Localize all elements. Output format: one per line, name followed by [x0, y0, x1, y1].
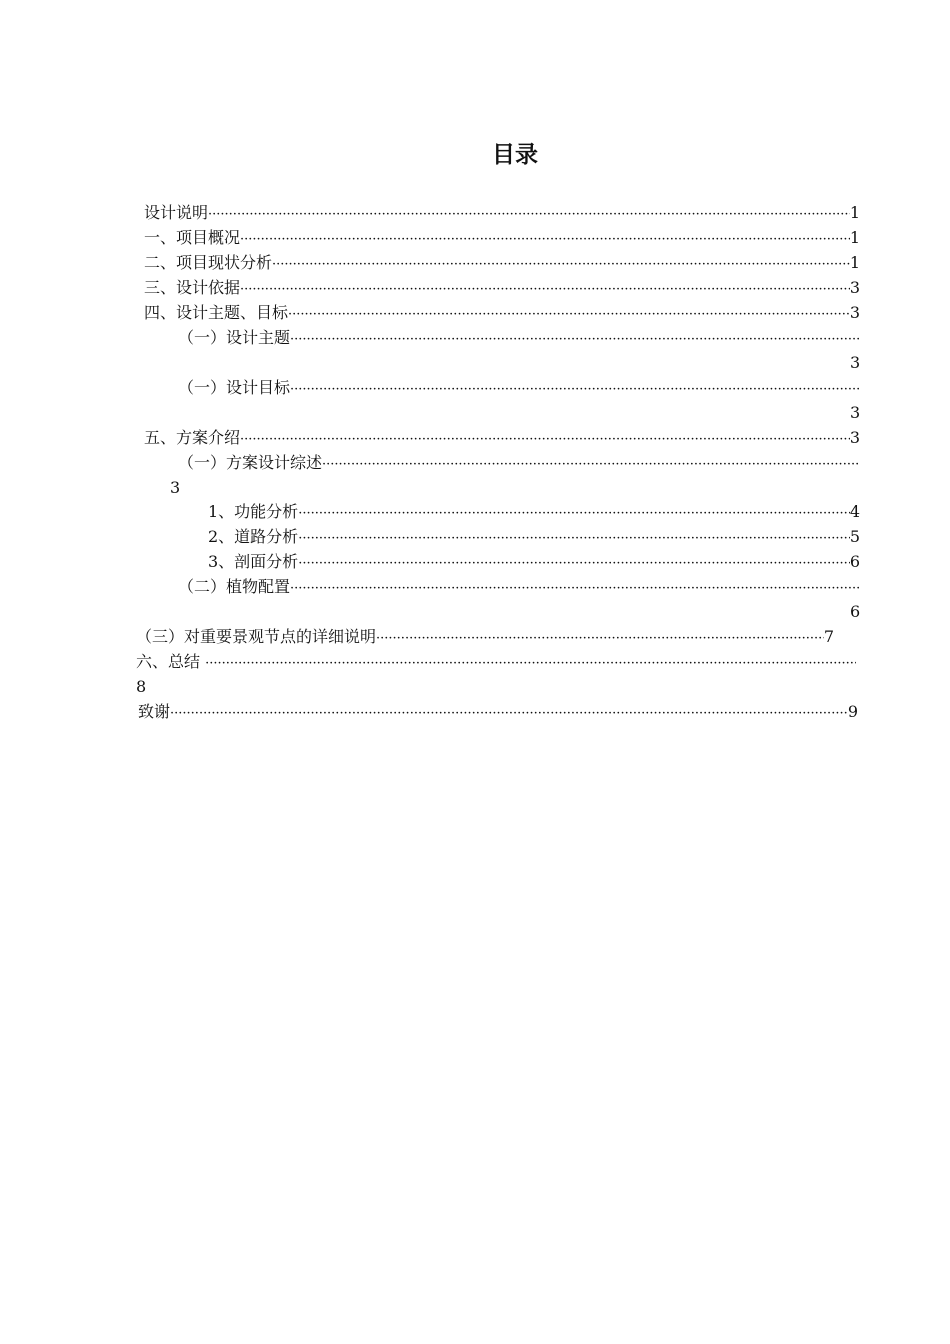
toc-leader-dots	[205, 652, 856, 676]
toc-entry[interactable]	[144, 276, 860, 300]
toc-entry[interactable]	[144, 226, 860, 250]
toc-entry[interactable]	[208, 525, 860, 549]
toc-leader-dots	[290, 378, 860, 402]
toc-entry-page: 1	[849, 228, 860, 247]
toc-entry-page: 6	[850, 602, 861, 621]
toc-entry-text: 设计说明	[144, 203, 209, 222]
toc-entry-page: 3	[849, 428, 860, 447]
toc-entry[interactable]	[144, 201, 860, 225]
toc-entry-text: 三、设计依据	[144, 278, 241, 297]
toc-entry-page: 9	[847, 702, 858, 721]
toc-entry-text: 二、项目现状分析	[144, 253, 273, 272]
toc-entry-page: 8	[136, 677, 147, 696]
toc-entry[interactable]	[138, 700, 858, 724]
toc-leader-dots	[298, 502, 850, 526]
toc-entry-text: （三）对重要景观节点的详细说明	[136, 627, 377, 646]
toc-entry-page: 5	[849, 527, 860, 546]
toc-entry[interactable]	[178, 451, 860, 475]
toc-entry[interactable]	[144, 301, 860, 325]
toc-leader-dots	[290, 577, 860, 601]
toc-entry-text: （一）设计主题	[178, 328, 291, 347]
toc-leader-dots	[290, 328, 860, 352]
toc-entry[interactable]	[178, 575, 860, 599]
toc-leader-dots	[376, 627, 824, 651]
toc-leader-dots	[240, 428, 850, 452]
toc-entry-page: 3	[170, 478, 181, 497]
toc-entry[interactable]	[136, 625, 834, 649]
toc-entry-page: 7	[823, 627, 834, 646]
toc-entry-page: 4	[849, 502, 860, 521]
toc-entry-text: 五、方案介绍	[144, 428, 241, 447]
toc-entry-page: 6	[849, 552, 860, 571]
toc-leader-dots	[240, 228, 850, 252]
toc-entry-text: （一）设计目标	[178, 378, 291, 397]
toc-leader-dots	[322, 453, 860, 477]
toc-entry-text: 四、设计主题、目标	[144, 303, 289, 322]
toc-entry-text: 致谢	[138, 702, 171, 721]
toc-entry-text: 六、总结	[136, 652, 206, 671]
toc-entry[interactable]	[208, 500, 860, 524]
toc-entry[interactable]	[178, 326, 860, 350]
toc-entry-page: 3	[849, 278, 860, 297]
toc-leader-dots	[298, 552, 850, 576]
toc-leader-dots	[208, 203, 850, 227]
toc-entry-page: 1	[849, 203, 860, 222]
toc-entry[interactable]	[136, 650, 856, 674]
toc-entry-text: 1、功能分析	[208, 502, 299, 521]
toc-leader-dots	[298, 527, 850, 551]
toc-entry[interactable]	[144, 251, 860, 275]
toc-entry[interactable]	[144, 426, 860, 450]
toc-entry-page: 3	[850, 353, 861, 372]
toc-leader-dots	[288, 303, 850, 327]
toc-entry[interactable]	[178, 376, 860, 400]
toc-entry[interactable]	[208, 550, 860, 574]
toc-entry-page: 3	[849, 303, 860, 322]
toc-leader-dots	[272, 253, 850, 277]
page-title: 目录	[492, 142, 538, 168]
toc-entry-text: （一）方案设计综述	[178, 453, 323, 472]
toc-entry-text: 2、道路分析	[208, 527, 299, 546]
toc-entry-page: 1	[849, 253, 860, 272]
toc-entry-text: 3、剖面分析	[208, 552, 299, 571]
toc-entry-page: 3	[850, 403, 861, 422]
toc-entry-text: （二）植物配置	[178, 577, 291, 596]
toc-leader-dots	[170, 702, 848, 726]
toc-entry-text: 一、项目概况	[144, 228, 241, 247]
toc-leader-dots	[240, 278, 850, 302]
